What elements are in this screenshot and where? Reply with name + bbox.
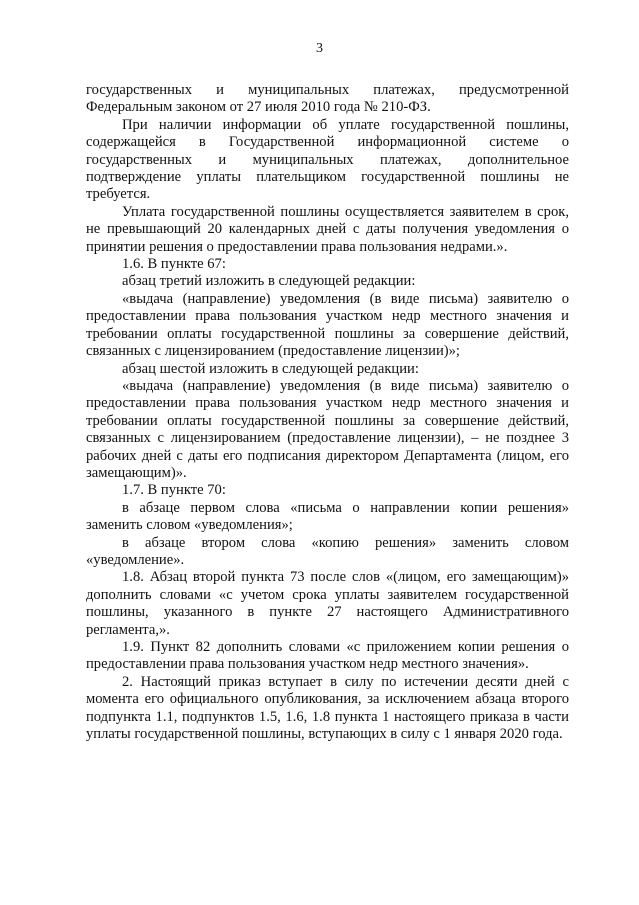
paragraph: Уплата государственной пошлины осуществляется заявителем в срок, не превышающий 20 календарных дней с даты получения уведомления о принятии решения о предоставлении права пользования недрами.». xyxy=(86,203,569,255)
paragraph: 1.9. Пункт 82 дополнить словами «с приложением копии решения о предоставлении права пользования участком недр местного значения». xyxy=(86,639,569,673)
paragraph: в абзаце первом слова «письма о направлении копии решения» заменить словом «уведомления»; xyxy=(86,499,569,534)
paragraph: государственных и муниципальных платежах, предусмотренной Федеральным законом от 27 июля 2010 года № 210-ФЗ. xyxy=(86,82,569,116)
paragraph: «выдача (направление) уведомления (в виде письма) заявителю о предоставлении права пользования участком недр местного значения и требовании оплаты государственной пошлины за совершение действий, связанных с лицензированием (предоставление лицензии), – не позднее 3 рабочих дней с даты его подписания директором Департамента (лицом, его замещающим)». xyxy=(86,377,569,481)
paragraph: 1.7. В пункте 70: xyxy=(122,482,226,499)
paragraph: 1.8. Абзац второй пункта 73 после слов «(лицом, его замещающим)» дополнить словами «с учетом срока уплаты заявителем государственной пошлины, указанного в пункте 27 настоящего Административного регламента,». xyxy=(86,569,569,638)
page-number: 3 xyxy=(316,41,323,56)
paragraph: «выдача (направление) уведомления (в виде письма) заявителю о предоставлении права пользования участком недр местного значения и требовании оплаты государственной пошлины за совершение действий, связанных с лицензированием (предоставление лицензии)»; xyxy=(86,290,569,360)
paragraph: в абзаце втором слова «копию решения» заменить словом «уведомление». xyxy=(86,534,569,568)
document-body xyxy=(86,82,569,743)
paragraph: При наличии информации об уплате государственной пошлины, содержащейся в Государственной информационной системе о государственных и муниципальных платежах, дополнительное подтверждение уплаты плательщиком государственной пошлины не требуется. xyxy=(86,116,569,203)
paragraph: абзац шестой изложить в следующей редакции: xyxy=(122,360,419,377)
paragraph: 1.6. В пункте 67: xyxy=(122,256,226,273)
paragraph: абзац третий изложить в следующей редакции: xyxy=(122,273,416,290)
paragraph: 2. Настоящий приказ вступает в силу по истечении десяти дней с момента его официального опубликования, за исключением абзаца второго подпункта 1.1, подпунктов 1.5, 1.6, 1.8 пункта 1 настоящего приказа в части уплаты государственной пошлины, вступающих в силу с 1 января 2020 года. xyxy=(86,673,569,743)
